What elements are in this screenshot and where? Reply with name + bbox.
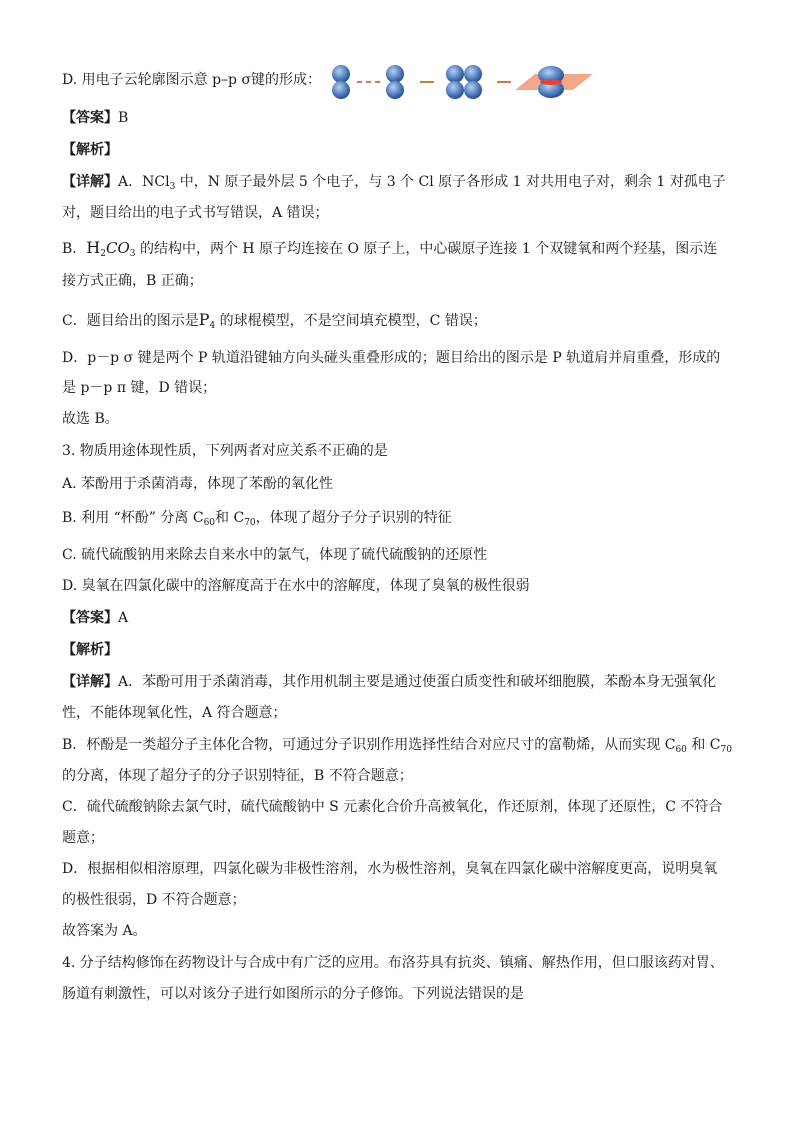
q2-analysis-tag: 【解析】 — [62, 142, 118, 158]
q3-detail-b-line1: B．杯酚是一类超分子主体化合物，可通过分子识别作用选择性结合对应尺寸的富勒烯，从而实现 $C_{60}$ 和 $C_{70}$ — [62, 737, 732, 755]
q2-detail-d-line1: D．p－p σ 键是两个 P 轨道沿键轴方向头碰头重叠形成的；题目给出的图示是 P 轨道肩并肩重叠，形成的 — [62, 350, 721, 366]
q3-option-d: D. 臭氧在四氯化碳中的溶解度高于在水中的溶解度，体现了臭氧的极性很弱 — [62, 578, 530, 594]
q3-detail-a-line1: 【详解】A．苯酚可用于杀菌消毒，其作用机制主要是通过使蛋白质变性和破坏细胞膜，苯酚本身无强氧化 — [62, 674, 717, 690]
p-orbital-overlap-plane — [515, 66, 593, 98]
q3-analysis-tag: 【解析】 — [62, 642, 118, 658]
q3-conclusion: 故答案为 A。 — [62, 923, 147, 939]
q2-detail-a-line2: 对，题目给出的电子式书写错误，A 错误； — [62, 205, 329, 221]
q3-stem: 3. 物质用途体现性质，下列两者对应关系不正确的是 — [62, 443, 388, 459]
q4-stem-line2: 肠道有刺激性，可以对该分子进行如图所示的分子修饰。下列说法错误的是 — [62, 986, 524, 1002]
p-orbital-overlap-diagram — [325, 64, 595, 100]
q2-detail-b-line1: B．$H_2CO_3$ 的结构中，两个 H 原子均连接在 O 原子上，中心碳原子连接 1 个双键氧和两个羟基，图示连 — [62, 238, 718, 259]
p-orbital-pair — [446, 65, 482, 99]
q3-detail-c-line1: C．硫代硫酸钠除去氯气时，硫代硫酸钠中 S 元素化合价升高被氧化，作还原剂，体现了还原性，C 不符合 — [62, 799, 723, 815]
q3-detail-a-line2: 性，不能体现氧化性，A 符合题意； — [62, 705, 287, 721]
q2-answer: 【答案】B — [62, 110, 129, 126]
q2-option-d: D. 用电子云轮廓图示意 p–p σ键的形成： — [62, 72, 322, 88]
p-orbital-1 — [332, 65, 350, 99]
q2-detail-d-line2: 是 p－p π 键，D 错误； — [62, 380, 217, 396]
p-orbital-2 — [386, 65, 404, 99]
dash-connector-2 — [420, 81, 434, 83]
q3-detail-b-line2: 的分离，体现了超分子的分子识别特征，B 不符合题意； — [62, 768, 413, 784]
q2-detail-c: C．题目给出的图示是$P_4$ 的球棍模型，不是空间填充模型，C 错误； — [62, 310, 487, 331]
q3-option-c: C. 硫代硫酸钠用来除去自来水中的氯气，体现了硫代硫酸钠的还原性 — [62, 547, 488, 563]
q4-stem-line1: 4. 分子结构修饰在药物设计与合成中有广泛的应用。布洛芬具有抗炎、镇痛、解热作用，但口服该药对胃、 — [62, 955, 724, 971]
dash-connector-1 — [357, 81, 380, 83]
dash-connector-3 — [497, 81, 511, 83]
q3-option-b: B. 利用 “杯酚” 分离 $C_{60}$和 $C_{70}$，体现了超分子分子识别的特征 — [62, 510, 452, 528]
q2-detail-b-line2: 接方式正确，B 正确； — [62, 273, 203, 289]
q2-detail-a-line1: 【详解】A．NCl$_3$ 中，N 原子最外层 5 个电子，与 3 个 Cl 原子各形成 1 对共用电子对，剩余 1 对孤电子 — [62, 174, 726, 192]
q3-answer: 【答案】A — [62, 610, 129, 626]
q3-detail-d-line2: 的极性很弱，D 不符合题意； — [62, 892, 246, 908]
q3-detail-d-line1: D．根据相似相溶原理，四氯化碳为非极性溶剂，水为极性溶剂，臭氧在四氯化碳中溶解度更高，说明臭氧 — [62, 861, 718, 877]
q2-conclusion: 故选 B。 — [62, 411, 119, 427]
q3-option-a: A. 苯酚用于杀菌消毒，体现了苯酚的氧化性 — [62, 476, 334, 492]
q3-detail-c-line2: 题意； — [62, 830, 104, 846]
